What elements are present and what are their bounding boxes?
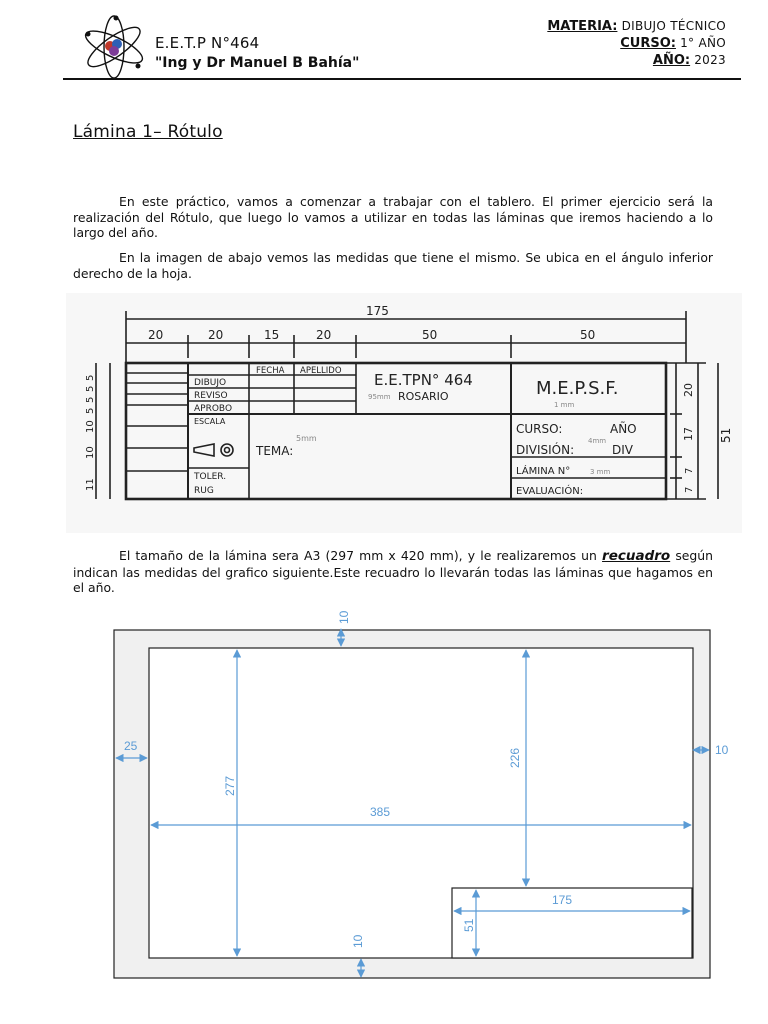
sketch-toler: TOLER.	[194, 472, 227, 482]
school-subtitle: "Ing y Dr Manuel B Bahía"	[155, 55, 360, 71]
sketch-anio: AÑO	[610, 422, 637, 436]
sketch-seg-1: 20	[148, 328, 164, 342]
sketch-seg-5: 50	[422, 328, 438, 342]
sketch-note-3mm: 3 mm	[590, 468, 611, 476]
sketch-left-dim-6: 10	[85, 446, 96, 459]
sketch-escala: ESCALA	[194, 417, 226, 426]
sketch-total-height: 51	[719, 427, 733, 443]
sketch-aprobo: APROBO	[194, 404, 233, 414]
materia-value: DIBUJO TÉCNICO	[621, 19, 726, 33]
sketch-division: DIVISIÓN:	[516, 443, 575, 457]
anio-value: 2023	[694, 53, 726, 67]
sketch-note-5mm: 5mm	[296, 434, 317, 443]
rotulo-location-paragraph: En la imagen de abajo vemos las medidas que tiene el mismo. Se ubica en el ángulo inferior derecho de la hoja.	[73, 250, 713, 281]
intro-paragraph: En este práctico, vamos a comenzar a trabajar con el tablero. El primer ejercicio será la realización del Rótulo, que luego lo vamos a utilizar en todas las láminas que iremos haciendo a lo largo del año.	[73, 194, 713, 241]
sketch-left-dim-2: 5	[85, 385, 96, 392]
dim-inner-width: 385	[370, 805, 391, 819]
curso-label: CURSO:	[620, 36, 676, 51]
rotulo-dimension-sketch	[66, 293, 742, 533]
sketch-note-1mm: 1 mm	[554, 401, 575, 409]
sketch-seg-2: 20	[208, 328, 224, 342]
sketch-curso: CURSO:	[516, 422, 563, 436]
sketch-fecha: FECHA	[256, 366, 285, 376]
course-metadata	[547, 18, 726, 69]
sketch-div: DIV	[612, 443, 633, 457]
sheet-size-paragraph	[73, 548, 713, 596]
sketch-left-dim-4: 5	[85, 407, 96, 414]
sketch-seg-6: 50	[580, 328, 596, 342]
sketch-rug: RUG	[194, 486, 214, 496]
dim-top-margin: 10	[337, 610, 351, 624]
sketch-school-box: E.E.TPN° 464	[374, 371, 473, 389]
sketch-tema: TEMA:	[256, 444, 294, 458]
sketch-lamina: LÁMINA N°	[516, 466, 571, 477]
dim-left-margin: 25	[124, 739, 138, 753]
sketch-total-width: 175	[366, 304, 389, 318]
sheet-size-text: El tamaño de la lámina sera A3 (297 mm x 420 mm), y le realizaremos un	[119, 548, 603, 564]
sketch-right-dim-3: 7	[684, 467, 695, 474]
dim-inner-height: 277	[223, 775, 237, 796]
sketch-right-dim-1: 20	[682, 383, 695, 397]
curso-value: 1° AÑO	[680, 36, 726, 50]
sketch-note-95mm: 95mm	[368, 393, 391, 401]
dim-upper-height: 226	[508, 747, 522, 768]
header-divider	[63, 78, 741, 80]
dim-rotulo-height: 51	[462, 918, 476, 932]
recuadro-keyword: recuadro	[602, 548, 671, 565]
sketch-reviso: REVISO	[194, 391, 228, 401]
sketch-rosario: ROSARIO	[398, 390, 449, 403]
sketch-dibujo: DIBUJO	[194, 378, 227, 388]
sketch-left-dim-3: 5	[85, 396, 96, 403]
frame-dimension-diagram	[110, 606, 729, 988]
sketch-mepsf: M.E.P.S.F.	[536, 378, 619, 399]
dim-right-margin: 10	[715, 743, 729, 757]
anio-label: AÑO:	[652, 53, 691, 68]
materia-label: MATERIA:	[547, 19, 618, 34]
page-title: Lámina 1– Rótulo	[73, 122, 223, 142]
sketch-note-4mm: 4mm	[588, 437, 607, 445]
sketch-left-dim-1: 5	[85, 374, 96, 381]
sketch-evaluacion: EVALUACIÓN:	[516, 486, 584, 497]
school-name: E.E.T.P N°464	[155, 34, 260, 52]
sketch-right-dim-2: 17	[682, 427, 695, 441]
sketch-left-dim-7: 11	[85, 478, 96, 491]
school-logo-atom-icon	[80, 14, 148, 80]
dim-rotulo-width: 175	[552, 893, 573, 907]
sketch-apellido: APELLIDO	[300, 366, 342, 376]
sketch-left-dim-5: 10	[85, 420, 96, 433]
sheet-size-text-end: según indican las medidas del grafico siguiente.Este recuadro lo llevarán todas las láminas que hagamos en el año.	[73, 548, 713, 596]
sketch-seg-4: 20	[316, 328, 332, 342]
sketch-seg-3: 15	[264, 328, 280, 342]
sketch-right-dim-4: 7	[684, 486, 695, 493]
dim-bottom-margin: 10	[351, 934, 365, 948]
